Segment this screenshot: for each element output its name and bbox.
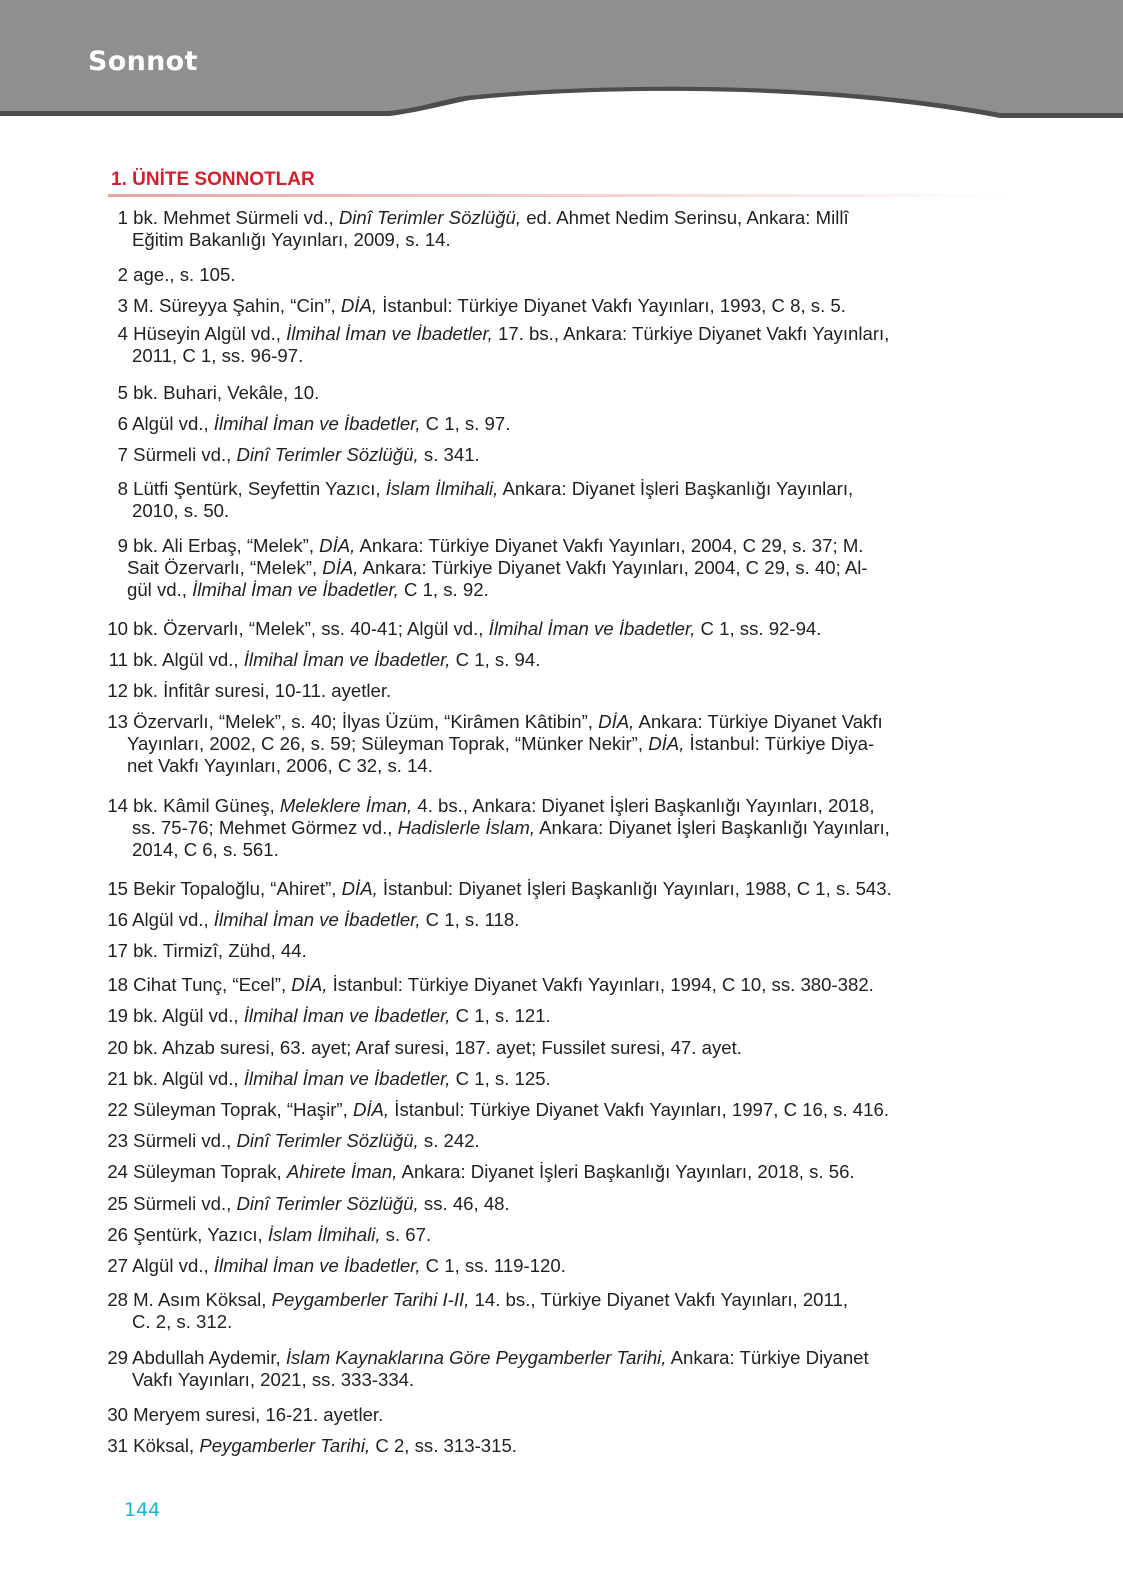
endnote-text: C 1, s. 118.: [420, 909, 520, 930]
endnote-text: bk. İnfitâr suresi, 10-11. ayetler.: [133, 680, 392, 701]
endnote-9: [100, 535, 995, 601]
endnote-line: [100, 680, 995, 702]
endnote-number: 31: [107, 1435, 128, 1456]
endnote-title-italic: İslam Kaynaklarına Göre Peygamberler Tarihi,: [285, 1347, 667, 1368]
endnote-text: bk. Buhari, Vekâle, 10.: [133, 382, 320, 403]
endnote-text: bk. Mehmet Sürmeli vd.,: [133, 207, 339, 228]
endnote-number: 12: [107, 680, 128, 701]
endnote-text: Vakfı Yayınları, 2021, ss. 333-334.: [132, 1369, 415, 1390]
endnote-number: 15: [107, 878, 128, 899]
page-number: 144: [124, 1499, 161, 1521]
endnote-line: [100, 1193, 995, 1215]
endnote-text: C 1, s. 125.: [450, 1068, 551, 1089]
endnote-10: [100, 618, 995, 640]
endnote-title-italic: Dinî Terimler Sözlüğü,: [236, 1193, 419, 1214]
endnote-title-italic: DİA,: [341, 878, 378, 899]
endnote-number: 21: [107, 1068, 128, 1089]
endnote-number: 9: [117, 535, 128, 556]
endnote-30: [100, 1404, 995, 1426]
endnote-text: Köksal,: [133, 1435, 200, 1456]
endnote-24: [100, 1161, 995, 1183]
endnote-text: C. 2, s. 312.: [132, 1311, 233, 1332]
endnote-line: [100, 649, 995, 671]
endnote-line: [100, 1435, 995, 1457]
endnote-number: 20: [107, 1037, 128, 1058]
page-header: [0, 0, 1123, 125]
endnote-number: 30: [107, 1404, 128, 1425]
endnote-text: 2014, C 6, s. 561.: [132, 839, 279, 860]
endnote-19: [100, 1005, 995, 1027]
endnote-number: 7: [117, 444, 128, 465]
endnote-title-italic: Dinî Terimler Sözlüğü,: [236, 444, 419, 465]
endnote-line: [100, 500, 995, 522]
endnote-16: [100, 909, 995, 931]
endnote-line: [100, 1255, 995, 1277]
endnote-text: Algül vd.,: [132, 1255, 214, 1276]
endnote-11: [100, 649, 995, 671]
endnote-line: [100, 1289, 995, 1311]
endnote-number: 13: [107, 711, 128, 732]
endnote-line: [100, 1130, 995, 1152]
endnote-text: Meryem suresi, 16-21. ayetler.: [133, 1404, 384, 1425]
endnote-8: [100, 478, 995, 522]
endnote-title-italic: İslam İlmihali,: [267, 1224, 381, 1245]
endnote-number: 2: [117, 264, 128, 285]
endnote-line: [100, 1369, 995, 1391]
endnote-line: [100, 755, 995, 777]
endnote-title-italic: DİA,: [598, 711, 635, 732]
endnote-title-italic: DİA,: [322, 557, 359, 578]
endnote-text: M. Asım Köksal,: [133, 1289, 272, 1310]
endnote-text: Sürmeli vd.,: [133, 1130, 237, 1151]
endnote-line: [100, 878, 995, 900]
endnote-title-italic: Peygamberler Tarihi,: [199, 1435, 371, 1456]
endnote-line: [100, 974, 995, 996]
section-title: 1. ÜNİTE SONNOTLAR: [111, 169, 315, 190]
endnote-title-italic: İlmihal İman ve İbadetler,: [213, 909, 421, 930]
endnote-text: 14. bs., Türkiye Diyanet Vakfı Yayınları, 2011,: [469, 1289, 848, 1310]
endnote-line: [100, 323, 995, 345]
endnote-text: C 1, ss. 92-94.: [695, 618, 822, 639]
endnote-text: Hüseyin Algül vd.,: [133, 323, 287, 344]
endnote-number: 19: [107, 1005, 128, 1026]
endnote-line: [100, 733, 995, 755]
endnote-line: [100, 1161, 995, 1183]
endnote-line: [100, 1005, 995, 1027]
endnote-text: Süleyman Toprak,: [133, 1161, 287, 1182]
endnote-text: Bekir Topaloğlu, “Ahiret”,: [133, 878, 342, 899]
endnote-text: İstanbul: Türkiye Diya-: [684, 733, 875, 754]
endnote-line: [100, 1037, 995, 1059]
endnote-number: 18: [107, 974, 128, 995]
endnote-line: [100, 295, 995, 317]
endnote-line: [100, 795, 995, 817]
endnote-line: [100, 444, 995, 466]
endnote-25: [100, 1193, 995, 1215]
endnote-title-italic: İlmihal İman ve İbadetler,: [488, 618, 696, 639]
endnote-text: C 1, s. 92.: [398, 579, 489, 600]
endnote-line: [100, 618, 995, 640]
endnote-title-italic: Dinî Terimler Sözlüğü,: [338, 207, 522, 228]
endnote-22: [100, 1099, 995, 1121]
section-title-underline: [108, 194, 1008, 197]
endnote-number: 5: [117, 382, 128, 403]
endnote-text: İstanbul: Türkiye Diyanet Vakfı Yayınları, 1997, C 16, s. 416.: [389, 1099, 889, 1120]
endnote-text: ss. 46, 48.: [418, 1193, 510, 1214]
endnote-text: Süleyman Toprak, “Haşir”,: [133, 1099, 353, 1120]
endnote-12: [100, 680, 995, 702]
endnote-line: [100, 229, 995, 251]
endnote-21: [100, 1068, 995, 1090]
endnote-line: [100, 345, 995, 367]
endnote-text: İstanbul: Diyanet İşleri Başkanlığı Yayınları, 1988, C 1, s. 543.: [377, 878, 892, 899]
endnote-text: bk. Özervarlı, “Melek”, ss. 40-41; Algül vd.,: [133, 618, 489, 639]
endnote-number: 4: [117, 323, 128, 344]
endnote-title-italic: DİA,: [291, 974, 328, 995]
endnote-text: M. Süreyya Şahin, “Cin”,: [133, 295, 341, 316]
endnote-line: [100, 1224, 995, 1246]
endnote-text: Algül vd.,: [132, 909, 214, 930]
endnote-text: C 1, ss. 119-120.: [420, 1255, 566, 1276]
endnote-line: [100, 1099, 995, 1121]
endnote-number: 8: [117, 478, 128, 499]
endnote-title-italic: DİA,: [352, 1099, 390, 1120]
endnote-text: Ankara: Türkiye Diyanet Vakfı Yayınları, 2004, C 29, s. 40; Al-: [358, 557, 868, 578]
endnote-line: [100, 940, 995, 962]
endnote-text: Ankara: Diyanet İşleri Başkanlığı Yayınları,: [535, 817, 890, 838]
endnote-text: s. 341.: [418, 444, 480, 465]
endnote-text: bk. Kâmil Güneş,: [133, 795, 280, 816]
endnote-title-italic: İlmihal İman ve İbadetler,: [243, 649, 451, 670]
endnote-title-italic: Ahirete İman,: [286, 1161, 398, 1182]
endnote-number: 24: [107, 1161, 128, 1182]
endnote-text: C 1, s. 97.: [420, 413, 511, 434]
endnote-text: Şentürk, Yazıcı,: [133, 1224, 268, 1245]
endnote-line: [100, 535, 995, 557]
endnote-number: 16: [107, 909, 128, 930]
endnote-title-italic: İslam İlmihali,: [385, 478, 499, 499]
endnote-text: 2011, C 1, ss. 96-97.: [132, 345, 304, 366]
endnote-text: C 1, s. 94.: [450, 649, 541, 670]
endnote-text: bk. Algül vd.,: [133, 1068, 244, 1089]
endnote-text: Yayınları, 2002, C 26, s. 59; Süleyman Toprak, “Münker Nekir”,: [127, 733, 649, 754]
endnote-26: [100, 1224, 995, 1246]
header-title: Sonnot: [88, 46, 198, 77]
endnote-line: [100, 1311, 995, 1333]
endnote-29: [100, 1347, 995, 1391]
endnote-number: 25: [107, 1193, 128, 1214]
endnote-17: [100, 940, 995, 962]
endnote-line: [100, 207, 995, 229]
endnote-text: Abdullah Aydemir,: [132, 1347, 286, 1368]
endnote-number: 1: [117, 207, 128, 228]
endnote-6: [100, 413, 995, 435]
endnote-title-italic: Dinî Terimler Sözlüğü,: [236, 1130, 419, 1151]
endnote-line: [100, 264, 995, 286]
endnote-line: [100, 1404, 995, 1426]
endnote-title-italic: İlmihal İman ve İbadetler,: [243, 1005, 451, 1026]
endnote-text: İstanbul: Türkiye Diyanet Vakfı Yayınları, 1993, C 8, s. 5.: [377, 295, 846, 316]
endnote-text: Ankara: Türkiye Diyanet: [666, 1347, 869, 1368]
endnote-text: ed. Ahmet Nedim Serinsu, Ankara: Millî: [521, 207, 849, 228]
endnote-27: [100, 1255, 995, 1277]
endnote-15: [100, 878, 995, 900]
endnote-20: [100, 1037, 995, 1059]
endnote-text: Ankara: Diyanet İşleri Başkanlığı Yayınları,: [498, 478, 854, 499]
endnote-title-italic: DİA,: [648, 733, 685, 754]
endnote-line: [100, 413, 995, 435]
endnote-text: Algül vd.,: [132, 413, 214, 434]
endnote-number: 17: [107, 940, 128, 961]
endnote-text: Ankara: Diyanet İşleri Başkanlığı Yayınları, 2018, s. 56.: [397, 1161, 855, 1182]
endnote-line: [100, 711, 995, 733]
endnote-line: [100, 579, 995, 601]
endnote-number: 14: [107, 795, 128, 816]
endnote-1: [100, 207, 995, 251]
endnote-text: Sürmeli vd.,: [133, 1193, 237, 1214]
endnote-title-italic: Meleklere İman,: [279, 795, 413, 816]
endnote-5: [100, 382, 995, 404]
endnote-number: 6: [117, 413, 128, 434]
endnote-13: [100, 711, 995, 777]
endnote-text: age., s. 105.: [133, 264, 236, 285]
endnote-text: s. 242.: [418, 1130, 480, 1151]
endnote-title-italic: DİA,: [340, 295, 378, 316]
endnote-text: 4. bs., Ankara: Diyanet İşleri Başkanlığı Yayınları, 2018,: [412, 795, 875, 816]
endnote-text: Eğitim Bakanlığı Yayınları, 2009, s. 14.: [132, 229, 451, 250]
endnote-title-italic: İlmihal İman ve İbadetler,: [243, 1068, 451, 1089]
endnote-text: bk. Ali Erbaş, “Melek”,: [133, 535, 320, 556]
endnote-18: [100, 974, 995, 996]
endnote-text: s. 67.: [380, 1224, 432, 1245]
endnote-number: 28: [107, 1289, 128, 1310]
endnote-line: [100, 1347, 995, 1369]
endnote-title-italic: İlmihal İman ve İbadetler,: [286, 323, 493, 344]
endnote-text: bk. Algül vd.,: [133, 649, 244, 670]
endnote-28: [100, 1289, 995, 1333]
endnote-14: [100, 795, 995, 861]
endnote-text: bk. Algül vd.,: [133, 1005, 244, 1026]
endnote-23: [100, 1130, 995, 1152]
endnote-text: 2010, s. 50.: [132, 500, 230, 521]
endnote-3: [100, 295, 995, 317]
endnote-text: net Vakfı Yayınları, 2006, C 32, s. 14.: [127, 755, 433, 776]
endnote-line: [100, 557, 995, 579]
endnote-title-italic: DİA,: [319, 535, 356, 556]
endnote-line: [100, 839, 995, 861]
endnote-title-italic: İlmihal İman ve İbadetler,: [213, 413, 421, 434]
endnote-number: 3: [117, 295, 128, 316]
endnote-text: bk. Ahzab suresi, 63. ayet; Araf suresi, 187. ayet; Fussilet suresi, 47. ayet.: [133, 1037, 742, 1058]
endnote-title-italic: Hadislerle İslam,: [397, 817, 536, 838]
endnote-line: [100, 1068, 995, 1090]
endnote-number: 11: [108, 649, 128, 670]
endnote-7: [100, 444, 995, 466]
endnote-number: 26: [107, 1224, 128, 1245]
endnote-text: C 2, ss. 313-315.: [370, 1435, 517, 1456]
endnote-number: 23: [107, 1130, 128, 1151]
endnote-line: [100, 478, 995, 500]
endnote-text: Cihat Tunç, “Ecel”,: [133, 974, 292, 995]
endnote-line: [100, 909, 995, 931]
endnote-line: [100, 382, 995, 404]
endnote-number: 29: [107, 1347, 128, 1368]
endnote-text: Özervarlı, “Melek”, s. 40; İlyas Üzüm, “Kirâmen Kâtibin”,: [133, 711, 599, 732]
endnote-number: 10: [107, 618, 128, 639]
endnote-text: C 1, s. 121.: [450, 1005, 551, 1026]
endnote-31: [100, 1435, 995, 1457]
endnote-title-italic: Peygamberler Tarihi I-II,: [271, 1289, 470, 1310]
endnote-title-italic: İlmihal İman ve İbadetler,: [213, 1255, 421, 1276]
endnote-number: 22: [107, 1099, 128, 1120]
endnote-text: gül vd.,: [127, 579, 193, 600]
endnote-text: Sürmeli vd.,: [133, 444, 237, 465]
endnote-text: Sait Özervarlı, “Melek”,: [127, 557, 323, 578]
endnote-text: 17. bs., Ankara: Türkiye Diyanet Vakfı Yayınları,: [492, 323, 890, 344]
endnote-line: [100, 817, 995, 839]
endnote-text: Lütfi Şentürk, Seyfettin Yazıcı,: [133, 478, 386, 499]
endnote-title-italic: İlmihal İman ve İbadetler,: [192, 579, 399, 600]
endnote-4: [100, 323, 995, 367]
endnote-number: 27: [107, 1255, 128, 1276]
endnote-2: [100, 264, 995, 286]
endnote-text: Ankara: Türkiye Diyanet Vakfı: [634, 711, 883, 732]
endnote-text: bk. Tirmizî, Zühd, 44.: [133, 940, 307, 961]
endnote-text: İstanbul: Türkiye Diyanet Vakfı Yayınları, 1994, C 10, ss. 380-382.: [327, 974, 874, 995]
endnote-text: Ankara: Türkiye Diyanet Vakfı Yayınları, 2004, C 29, s. 37; M.: [355, 535, 864, 556]
endnote-text: ss. 75-76; Mehmet Görmez vd.,: [132, 817, 398, 838]
